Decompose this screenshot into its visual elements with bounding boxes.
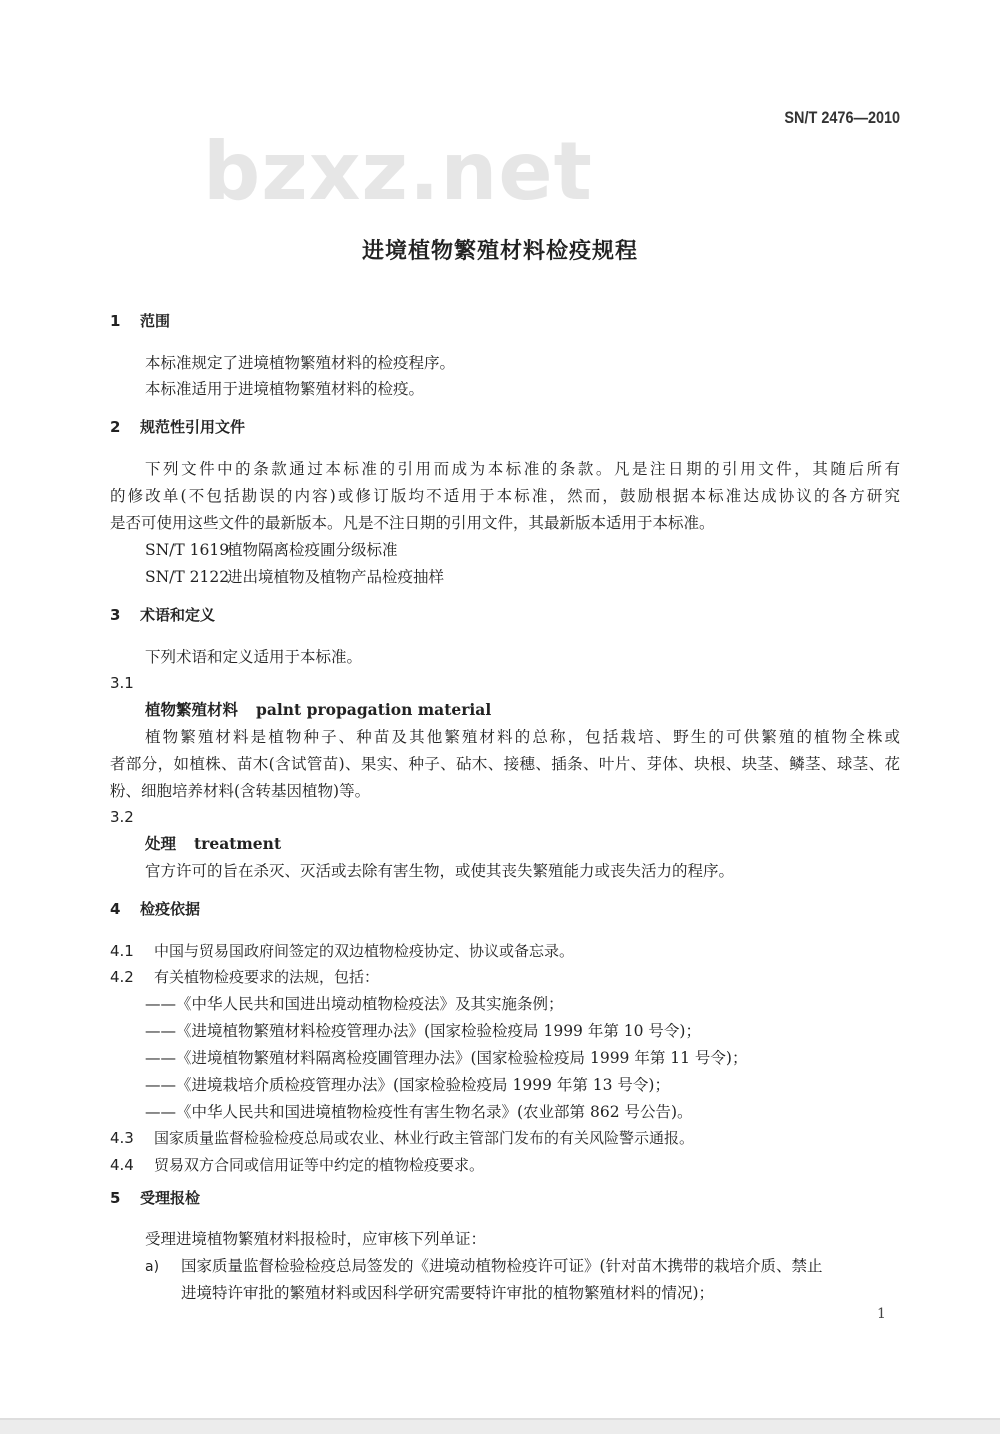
term-number: 3.2	[110, 808, 134, 826]
term-heading	[145, 700, 491, 720]
term-heading	[145, 834, 281, 854]
regulation-item: ——《中华人民共和国进出境动植物检疫法》及其实施条例；	[145, 995, 564, 1013]
document-title: 进境植物繁殖材料检疫规程	[361, 239, 638, 264]
paragraph-line: 的修改单(不包括勘误的内容)或修订版均不适用于本标准，然而，鼓励根据本标准达成协议的各方研究	[110, 487, 900, 505]
watermark: bzxz.net	[203, 125, 593, 218]
clause-number: 4.4	[110, 1156, 134, 1174]
clause-item	[110, 1155, 484, 1175]
paragraph: 受理进境植物繁殖材料报检时，应审核下列单证：	[145, 1230, 487, 1248]
clause-text: 中国与贸易国政府间签定的双边植物检疫协定、协议或备忘录。	[154, 942, 575, 960]
regulation-item: ——《进境栽培介质检疫管理办法》(国家检验检疫局 1999 年第 13 号令)；	[145, 1076, 670, 1094]
reference-code: SN/T 2122	[145, 568, 230, 586]
clause-item	[110, 967, 379, 987]
list-item-continuation: 进境特许审批的繁殖材料或因科学研究需要特许审批的植物繁殖材料的情况)；	[181, 1284, 715, 1302]
regulation-item: ——《进境植物繁殖材料隔离检疫圃管理办法》(国家检验检疫局 1999 年第 11 号令)；	[145, 1049, 748, 1067]
section-number: 3	[110, 606, 121, 624]
reference-code: SN/T 1619	[145, 541, 230, 559]
list-text: 国家质量监督检验检疫总局签发的《进境动植物检疫许可证》(针对苗木携带的栽培介质、禁止	[181, 1257, 823, 1275]
definition-line: 植物繁殖材料是植物种子、种苗及其他繁殖材料的总称，包括栽培、野生的可供繁殖的植物全株或	[145, 728, 900, 746]
paragraph: 本标准适用于进境植物繁殖材料的检疫。	[145, 380, 425, 398]
clause-item	[110, 1128, 694, 1148]
list-item	[145, 1256, 823, 1277]
reference-title: 进出境植物及植物产品检疫抽样	[227, 568, 445, 586]
list-marker: a)	[145, 1259, 160, 1275]
viewer-bottom-bar	[0, 1418, 1000, 1434]
paragraph-line: 下列文件中的条款通过本标准的引用而成为本标准的条款。凡是注日期的引用文件，其随后所有	[145, 460, 900, 478]
standard-code: SN/T 2476—2010	[784, 108, 900, 127]
section-heading-4	[110, 899, 200, 919]
regulation-item: ——《进境植物繁殖材料检疫管理办法》(国家检验检疫局 1999 年第 10 号令)；	[145, 1022, 701, 1040]
clause-text: 有关植物检疫要求的法规，包括：	[154, 968, 380, 986]
page-number: 1	[877, 1306, 886, 1322]
term-number: 3.1	[110, 674, 134, 692]
section-number: 1	[110, 312, 121, 330]
section-heading-1	[110, 311, 170, 331]
term-cn: 植物繁殖材料	[145, 701, 239, 719]
clause-number: 4.3	[110, 1129, 134, 1147]
section-number: 2	[110, 418, 121, 436]
clause-number: 4.2	[110, 968, 134, 986]
section-title: 规范性引用文件	[140, 418, 246, 436]
clause-item	[110, 941, 574, 961]
term-en: treatment	[194, 834, 282, 853]
reference-item	[145, 567, 444, 587]
term-en: palnt propagation material	[256, 700, 492, 719]
section-heading-3	[110, 605, 215, 625]
section-heading-5	[110, 1188, 200, 1208]
section-number: 4	[110, 900, 121, 918]
clause-text: 贸易双方合同或信用证等中约定的植物检疫要求。	[154, 1156, 485, 1174]
clause-number: 4.1	[110, 942, 134, 960]
section-title: 术语和定义	[140, 606, 216, 624]
reference-item	[145, 540, 398, 560]
section-number: 5	[110, 1189, 121, 1207]
term-cn: 处理	[145, 835, 177, 853]
paragraph-line: 是否可使用这些文件的最新版本。凡是不注日期的引用文件，其最新版本适用于本标准。	[110, 514, 715, 532]
definition-line: 粉、细胞培养材料(含转基因植物)等。	[110, 782, 371, 800]
section-title: 范围	[140, 312, 171, 330]
section-title: 受理报检	[140, 1189, 201, 1207]
clause-text: 国家质量监督检验检疫总局或农业、林业行政主管部门发布的有关风险警示通报。	[154, 1129, 695, 1147]
reference-title: 植物隔离检疫圃分级标准	[227, 541, 398, 559]
section-title: 检疫依据	[140, 900, 201, 918]
definition-line: 者部分，如植株、苗木(含试管苗)、果实、种子、砧木、接穗、插条、叶片、芽体、块根、块茎、鳞茎、球茎、花	[110, 755, 900, 773]
regulation-item: ——《中华人民共和国进境植物检疫性有害生物名录》(农业部第 862 号公告)。	[145, 1103, 693, 1121]
paragraph: 本标准规定了进境植物繁殖材料的检疫程序。	[145, 354, 456, 372]
section-heading-2	[110, 417, 245, 437]
definition-line: 官方许可的旨在杀灭、灭活或去除有害生物，或使其丧失繁殖能力或丧失活力的程序。	[145, 862, 735, 880]
paragraph: 下列术语和定义适用于本标准。	[145, 648, 363, 666]
